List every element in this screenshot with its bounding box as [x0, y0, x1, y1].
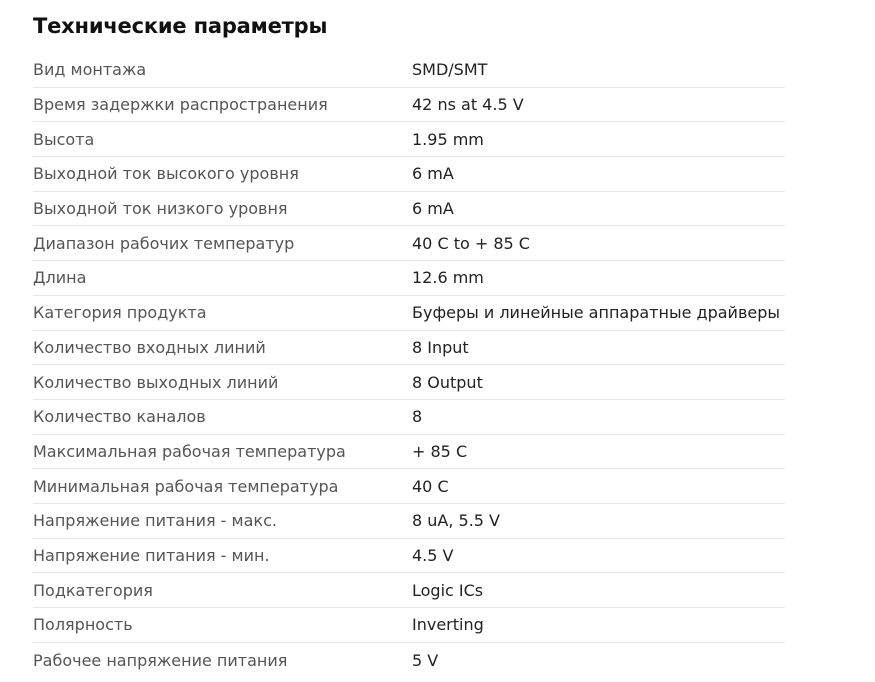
table-row: [33, 400, 785, 435]
param-name: Напряжение питания - макс.: [33, 511, 277, 531]
table-row: [33, 365, 785, 400]
param-value: + 85 C: [412, 441, 468, 461]
table-row: [33, 296, 785, 331]
table-row: [33, 504, 785, 539]
param-name: Высота: [33, 129, 95, 149]
param-value: 8 uA, 5.5 V: [412, 511, 500, 531]
table-row: [33, 469, 785, 504]
param-value: 40 C: [412, 476, 449, 496]
table-row: [33, 192, 785, 227]
param-value: 12.6 mm: [412, 268, 484, 288]
table-row: [33, 539, 785, 574]
table-row: [33, 643, 785, 678]
param-name: Количество выходных линий: [33, 372, 279, 392]
param-name: Диапазон рабочих температур: [33, 233, 295, 253]
table-row: [33, 53, 785, 88]
param-value: 40 C to + 85 C: [412, 233, 530, 253]
param-name: Рабочее напряжение питания: [33, 650, 288, 670]
param-name: Длина: [33, 268, 87, 288]
param-name: Максимальная рабочая температура: [33, 441, 346, 461]
param-value: 6 mA: [412, 199, 454, 219]
param-name: Подкатегория: [33, 580, 153, 600]
param-value: 8: [412, 407, 423, 427]
param-value: Буферы и линейные аппаратные драйверы: [412, 303, 780, 323]
parameters-table: [33, 53, 785, 677]
table-row: [33, 122, 785, 157]
table-row: [33, 226, 785, 261]
param-value: 6 mA: [412, 164, 454, 184]
param-name: Выходной ток высокого уровня: [33, 164, 299, 184]
param-name: Количество каналов: [33, 407, 206, 427]
param-value: 5 V: [412, 650, 439, 670]
param-value: SMD/SMT: [412, 60, 488, 80]
param-value: Inverting: [412, 615, 484, 635]
table-row: [33, 88, 785, 123]
param-name: Минимальная рабочая температура: [33, 476, 339, 496]
param-name: Выходной ток низкого уровня: [33, 199, 288, 219]
param-name: Категория продукта: [33, 303, 207, 323]
param-value: 1.95 mm: [412, 129, 484, 149]
param-name: Полярность: [33, 615, 133, 635]
param-value: 8 Input: [412, 337, 469, 357]
table-row: [33, 331, 785, 366]
param-name: Количество входных линий: [33, 337, 266, 357]
table-row: [33, 157, 785, 192]
param-name: Вид монтажа: [33, 60, 147, 80]
table-row: [33, 261, 785, 296]
section-title: Технические параметры: [33, 14, 328, 38]
param-value: 4.5 V: [412, 545, 454, 565]
table-row: [33, 573, 785, 608]
param-name: Напряжение питания - мин.: [33, 545, 270, 565]
param-name: Время задержки распространения: [33, 95, 328, 115]
param-value: Logic ICs: [412, 580, 484, 600]
param-value: 42 ns at 4.5 V: [412, 95, 524, 115]
table-row: [33, 435, 785, 470]
technical-parameters-section: [33, 0, 785, 677]
param-value: 8 Output: [412, 372, 483, 392]
table-row: [33, 608, 785, 643]
